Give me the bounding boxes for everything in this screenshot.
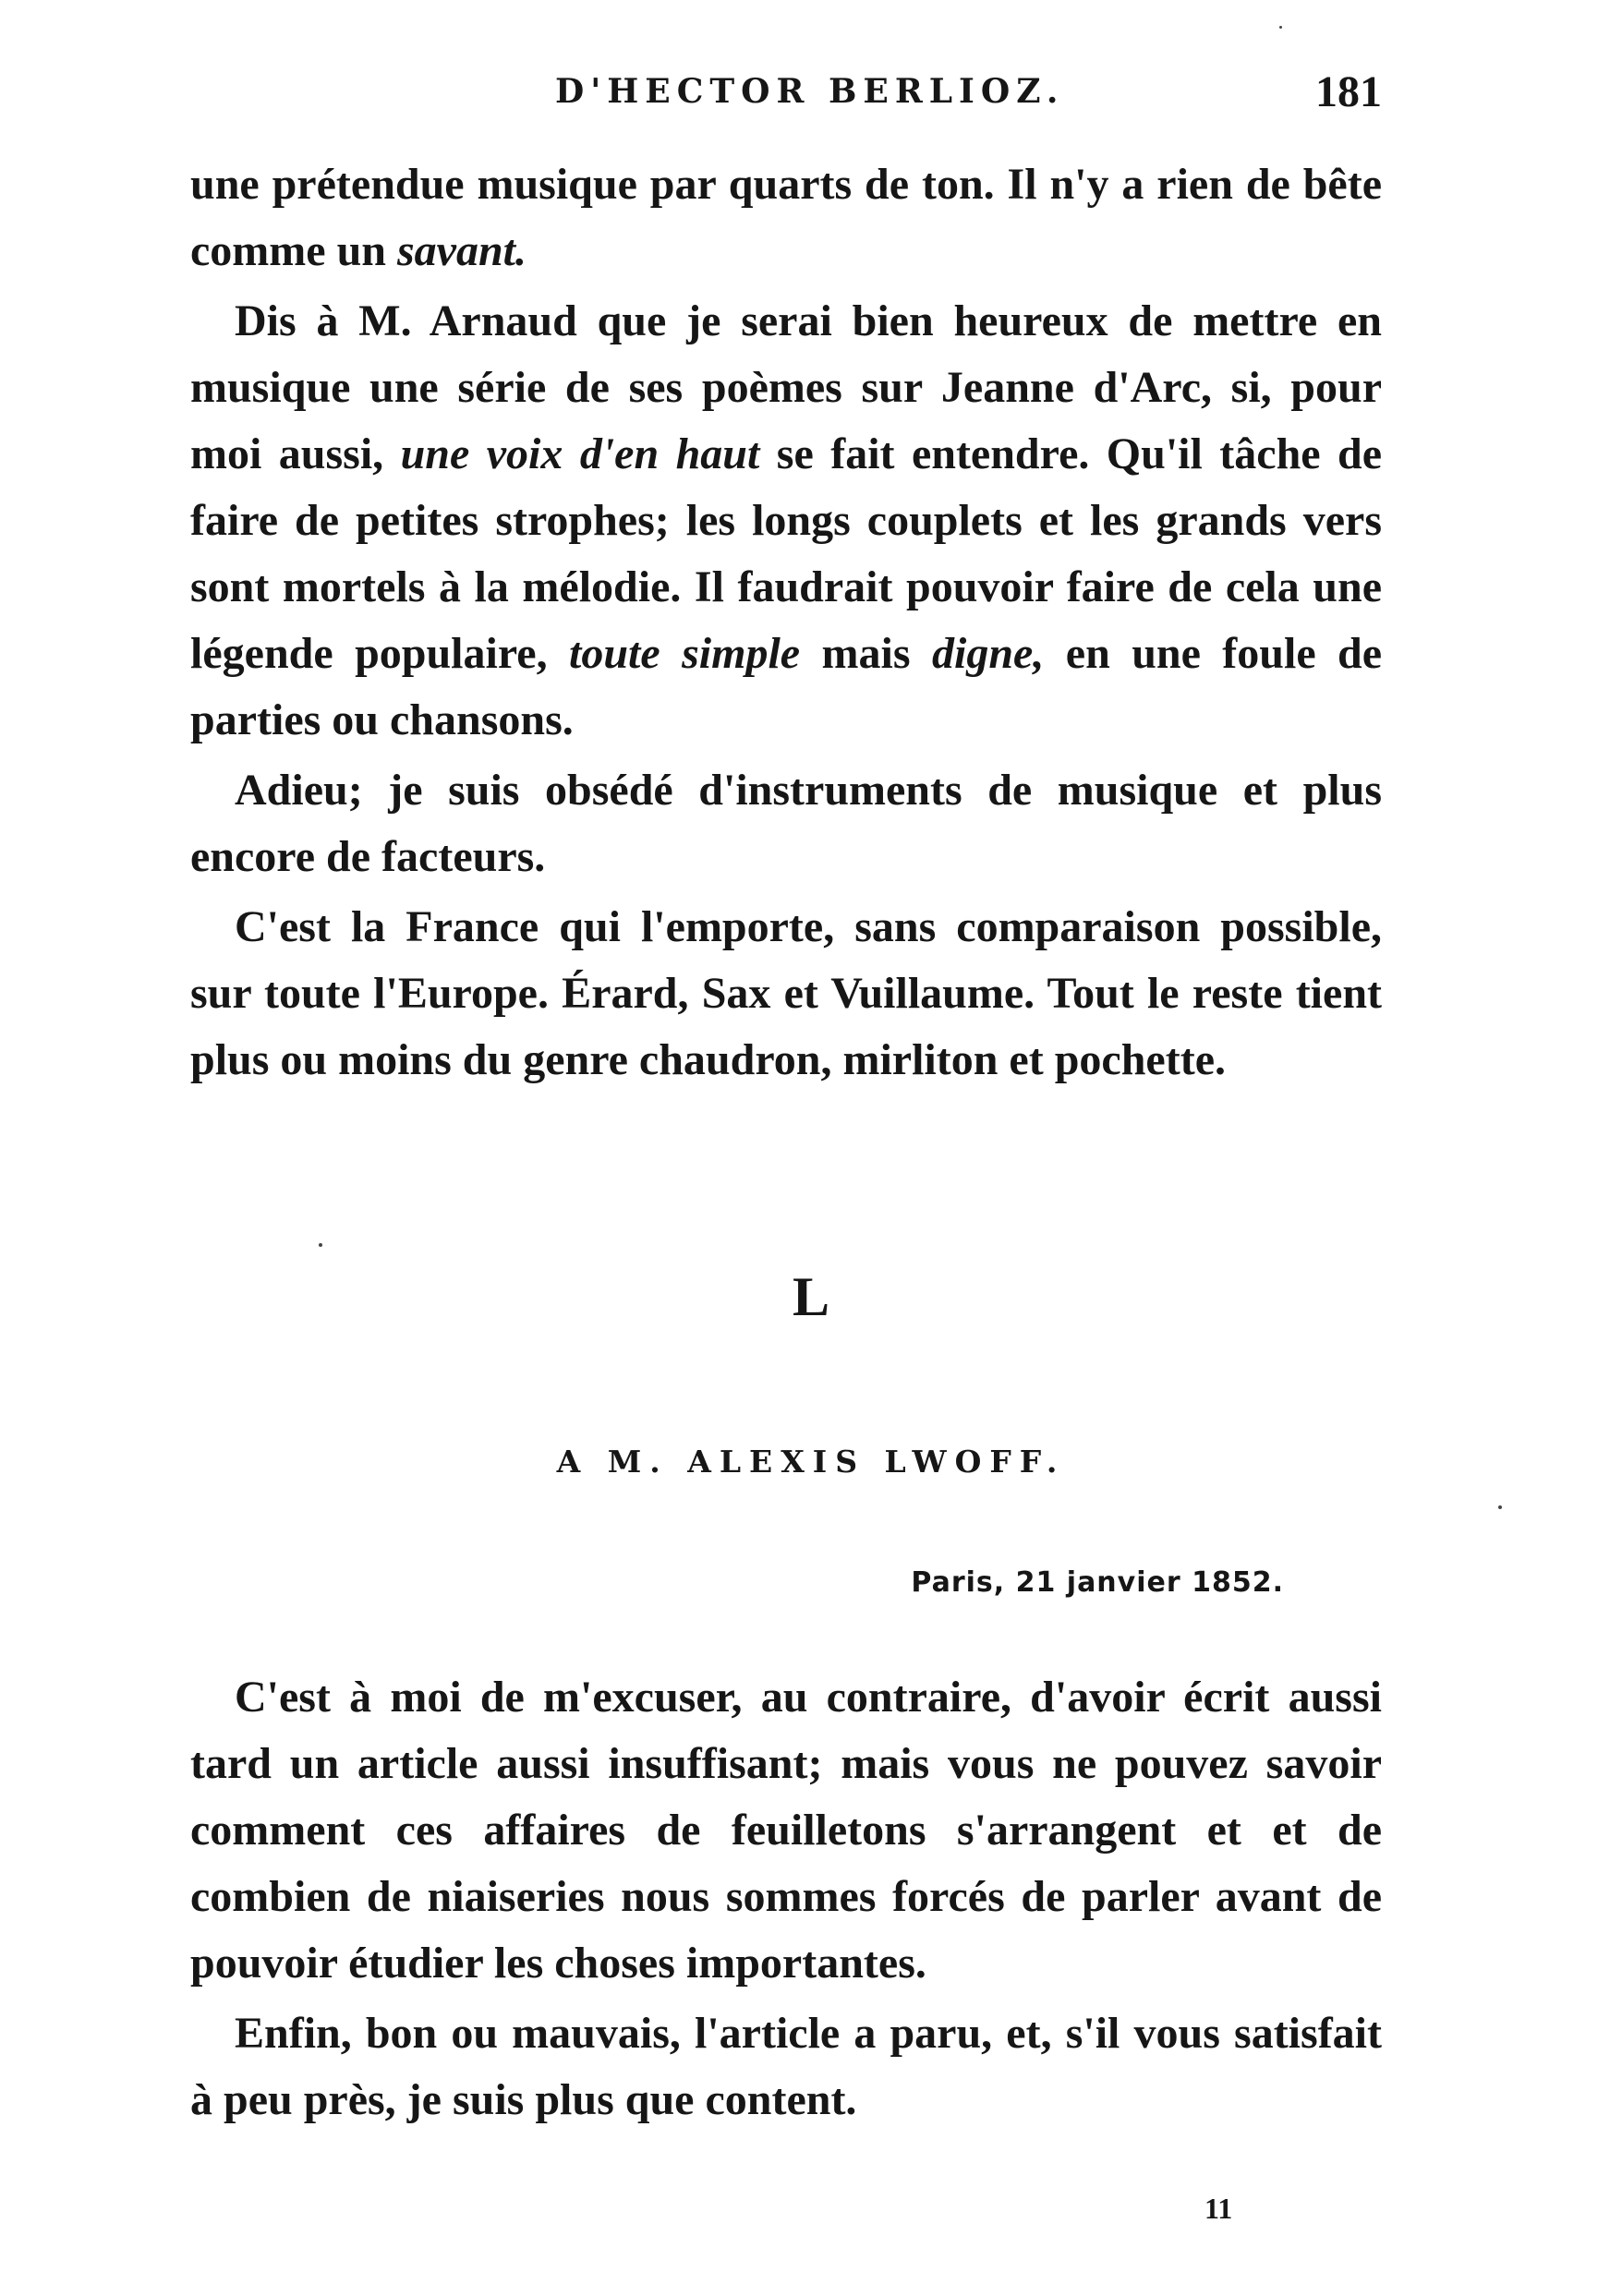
running-head (190, 67, 1382, 137)
letter-addressee: A M. ALEXIS LWOFF. (556, 1444, 1066, 1480)
letter-number: L (792, 1266, 830, 1327)
paragraph-2-text-a: Dis à M. Arnaud que je serai bien heureux de mettre en musique une série de ses poèmes sur Jeanne d'Arc, si, pour moi aussi, (190, 296, 1382, 478)
paragraph-3: Adieu; je suis obsédé d'instruments de musique et plus encore de facteurs. (190, 766, 1382, 881)
paragraph-1-text: une prétendue musique par quarts de ton. Il n'y a rien de bête comme un (190, 160, 1382, 275)
page-number: 181 (1315, 67, 1382, 116)
paragraph-2 (190, 288, 1382, 754)
print-speck (1498, 1505, 1502, 1509)
print-speck (319, 1243, 322, 1247)
paragraph-2-text-b: se fait entendre. Qu'il tâche de faire de petites strophes; les longs couplets et les grands vers sont mortels à la mélodie. Il faudrait pouvoir faire de cela une légende populaire, (190, 429, 1383, 678)
paragraph-4: C'est la France qui l'emporte, sans comparaison possible, sur toute l'Europe. Érard, Sax et Vuillaume. Tout le reste tient plus ou moins du genre chaudron, mirliton et pochette. (190, 902, 1382, 1084)
letter-paragraph-1: C'est à moi de m'excuser, au contraire, d'avoir écrit aussi tard un article aussi insuffisant; mais vous ne pouvez savoir comment ces affaires de feuilletons s'arrangent et et de combien de niaiseries nous sommes forcés de parler avant de pouvoir étudier les choses importantes. (190, 1673, 1382, 1988)
paragraph-1-emphasis: savant. (396, 226, 527, 275)
signature-mark: 11 (1204, 2192, 1233, 2225)
letter-paragraph-2: Enfin, bon ou mauvais, l'article a paru, et, s'il vous satisfait à peu près, je suis plus que content. (190, 2009, 1382, 2124)
paragraph-2-emphasis-2: toute simple (569, 629, 801, 678)
running-head-title: D'HECTOR BERLIOZ. (555, 72, 1065, 111)
letter-body (190, 1664, 1382, 2133)
continued-letter-text (190, 151, 1382, 1094)
paragraph-1 (190, 151, 1382, 284)
paragraph-2-emphasis-3: digne, (931, 629, 1045, 678)
paragraph-2-emphasis-1: une voix d'en haut (400, 429, 760, 478)
print-speck (1279, 26, 1282, 29)
paragraph-2-text-c: mais (821, 629, 911, 678)
paragraph-2-text-d: en une foule de parties ou chansons. (190, 629, 1383, 744)
letter-dateline: Paris, 21 janvier 1852. (911, 1566, 1284, 1599)
